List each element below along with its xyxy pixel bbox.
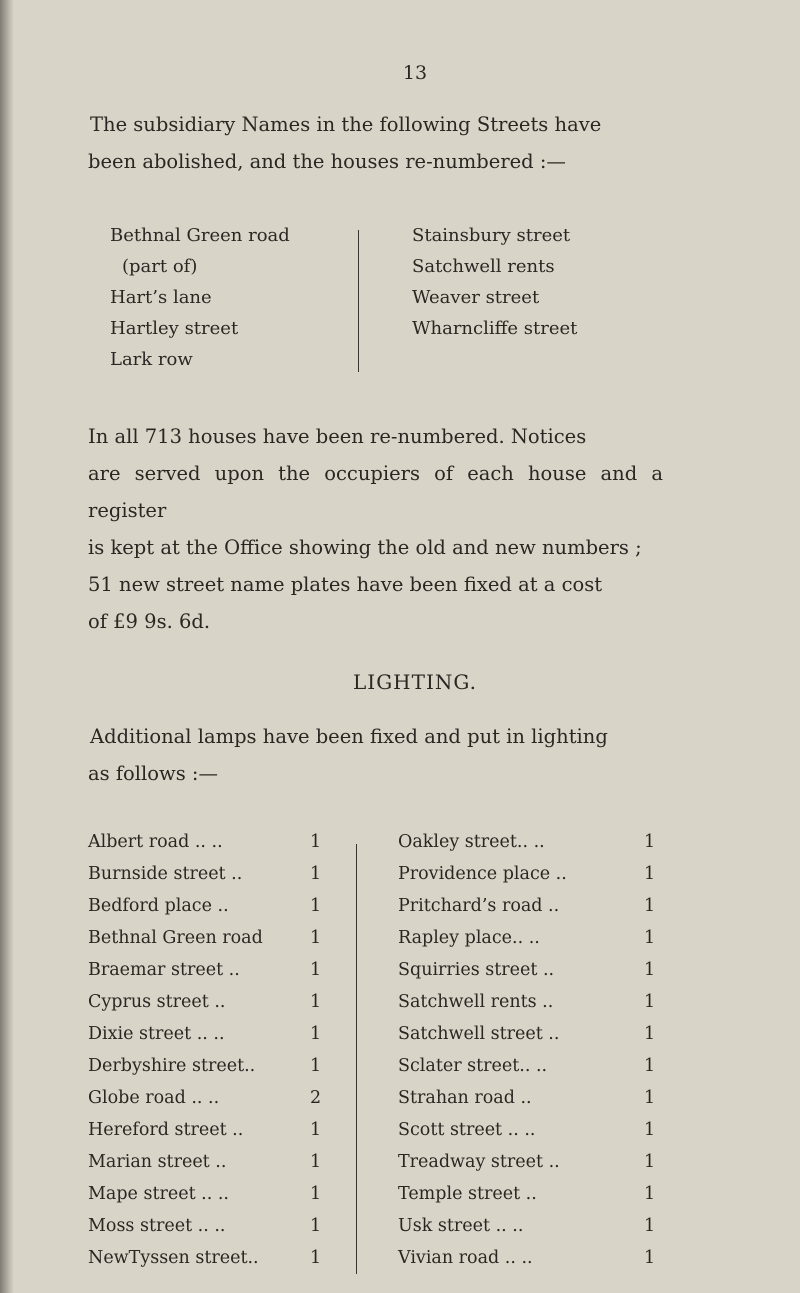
lamp-count: 1 [310, 1184, 322, 1204]
street-name: Usk street .. .. [398, 1216, 524, 1236]
street-name: Scott street .. .. [398, 1120, 536, 1140]
lamp-count: 1 [310, 960, 322, 980]
lamp-count: 1 [310, 1120, 322, 1140]
paragraph-line: Additional lamps have been fixed and put in lighting [90, 725, 608, 748]
lamp-row [88, 1146, 328, 1178]
street-name: Moss street .. .. [88, 1216, 226, 1236]
lamp-count: 1 [310, 832, 322, 852]
lamp-row [398, 1242, 658, 1274]
page-number: 13 [402, 62, 428, 84]
lamp-count: 1 [644, 1184, 656, 1204]
lamps-right-column [398, 826, 658, 1274]
street-name: Satchwell rents .. [398, 992, 554, 1012]
lamp-count: 1 [644, 1088, 656, 1108]
lamp-row [88, 1210, 328, 1242]
street-name: Providence place .. [398, 864, 567, 884]
street-name: Bethnal Green road [110, 225, 290, 246]
lamp-row [398, 1082, 658, 1114]
lamp-row [88, 826, 328, 858]
lamp-count: 1 [644, 960, 656, 980]
street-name: Satchwell street .. [398, 1024, 560, 1044]
column-divider [356, 844, 357, 1274]
column-divider [358, 230, 359, 372]
lamp-row [398, 986, 658, 1018]
lamp-row [398, 1146, 658, 1178]
lighting-paragraph [88, 718, 663, 792]
street-name: Braemar street .. [88, 960, 240, 980]
renumbering-paragraph [88, 418, 663, 640]
street-name: Albert road .. .. [88, 832, 223, 852]
street-name: Treadway street .. [398, 1152, 560, 1172]
street-name: Dixie street .. .. [88, 1024, 225, 1044]
street-name: Sclater street.. .. [398, 1056, 548, 1076]
street-name: Mape street .. .. [88, 1184, 229, 1204]
lamp-row [88, 986, 328, 1018]
lamp-row [398, 1178, 658, 1210]
street-name: Vivian road .. .. [398, 1248, 533, 1268]
paragraph-line: of £9 9s. 6d. [88, 610, 211, 633]
street-name: Globe road .. .. [88, 1088, 220, 1108]
street-name: Hartley street [110, 318, 239, 339]
paragraph-line: 51 new street name plates have been fixed at a cost [88, 573, 603, 596]
section-heading: LIGHTING. [353, 670, 477, 694]
lamp-count: 2 [310, 1088, 322, 1108]
lamp-count: 1 [644, 1120, 656, 1140]
lamp-row [398, 1210, 658, 1242]
lamp-count: 1 [310, 864, 322, 884]
lamp-row [88, 1018, 328, 1050]
intro-line: been abolished, and the houses re-numbered :— [88, 150, 566, 173]
lamp-row [88, 1114, 328, 1146]
street-name: Weaver street [412, 287, 540, 308]
lamp-row [88, 890, 328, 922]
street-name: Wharncliffe street [412, 318, 578, 339]
street-name: Burnside street .. [88, 864, 243, 884]
abolished-names-left-column [110, 220, 350, 375]
street-name: Marian street .. [88, 1152, 227, 1172]
lamps-left-column [88, 826, 328, 1274]
street-name: Rapley place.. .. [398, 928, 540, 948]
lamp-row [88, 1082, 328, 1114]
paragraph-line: are served upon the occupiers of each house and a register [88, 462, 663, 522]
street-name: Cyprus street .. [88, 992, 226, 1012]
street-name: Hereford street .. [88, 1120, 244, 1140]
lamp-count: 1 [644, 1024, 656, 1044]
lamp-count: 1 [310, 992, 322, 1012]
lamp-row [88, 1242, 328, 1274]
lamp-count: 1 [644, 992, 656, 1012]
paragraph-line: as follows :— [88, 762, 218, 785]
lamp-row [398, 890, 658, 922]
intro-line: The subsidiary Names in the following Streets have [90, 113, 602, 136]
lamp-count: 1 [310, 1248, 322, 1268]
paragraph-line: is kept at the Office showing the old and new numbers ; [88, 536, 642, 559]
lamp-count: 1 [644, 864, 656, 884]
lamp-count: 1 [644, 1248, 656, 1268]
lamp-row [398, 1018, 658, 1050]
lamp-count: 1 [310, 1216, 322, 1236]
street-name: Satchwell rents [412, 256, 555, 277]
street-name: Bethnal Green road [88, 928, 263, 948]
street-name: Hart’s lane [110, 287, 212, 308]
lamp-row [88, 858, 328, 890]
lamp-row [88, 1178, 328, 1210]
street-name: NewTyssen street.. [88, 1248, 259, 1268]
lamp-count: 1 [644, 928, 656, 948]
lamp-row [88, 922, 328, 954]
street-name: (part of) [122, 256, 198, 277]
lamp-row [88, 954, 328, 986]
abolished-names-right-column [412, 220, 652, 344]
lamp-count: 1 [644, 1152, 656, 1172]
lamp-row [88, 1050, 328, 1082]
lamp-row [398, 954, 658, 986]
lamp-row [398, 1050, 658, 1082]
street-name: Strahan road .. [398, 1088, 532, 1108]
lamp-row [398, 1114, 658, 1146]
street-name: Stainsbury street [412, 225, 571, 246]
lamp-count: 1 [310, 896, 322, 916]
street-name: Lark row [110, 349, 193, 370]
street-name: Bedford place .. [88, 896, 229, 916]
lamp-count: 1 [310, 1056, 322, 1076]
street-name: Oakley street.. .. [398, 832, 545, 852]
street-name: Pritchard’s road .. [398, 896, 560, 916]
lamp-count: 1 [310, 928, 322, 948]
lamp-count: 1 [644, 832, 656, 852]
lamp-row [398, 826, 658, 858]
paragraph-line: In all 713 houses have been re-numbered. Notices [88, 425, 587, 448]
intro-paragraph [88, 106, 663, 180]
street-name: Temple street .. [398, 1184, 537, 1204]
lamp-count: 1 [644, 896, 656, 916]
lamp-count: 1 [644, 1216, 656, 1236]
lamp-row [398, 858, 658, 890]
street-name: Derbyshire street.. [88, 1056, 256, 1076]
lamp-count: 1 [644, 1056, 656, 1076]
lamp-row [398, 922, 658, 954]
lamp-count: 1 [310, 1152, 322, 1172]
lamp-count: 1 [310, 1024, 322, 1044]
abolished-names-table [110, 220, 630, 370]
street-name: Squirries street .. [398, 960, 555, 980]
